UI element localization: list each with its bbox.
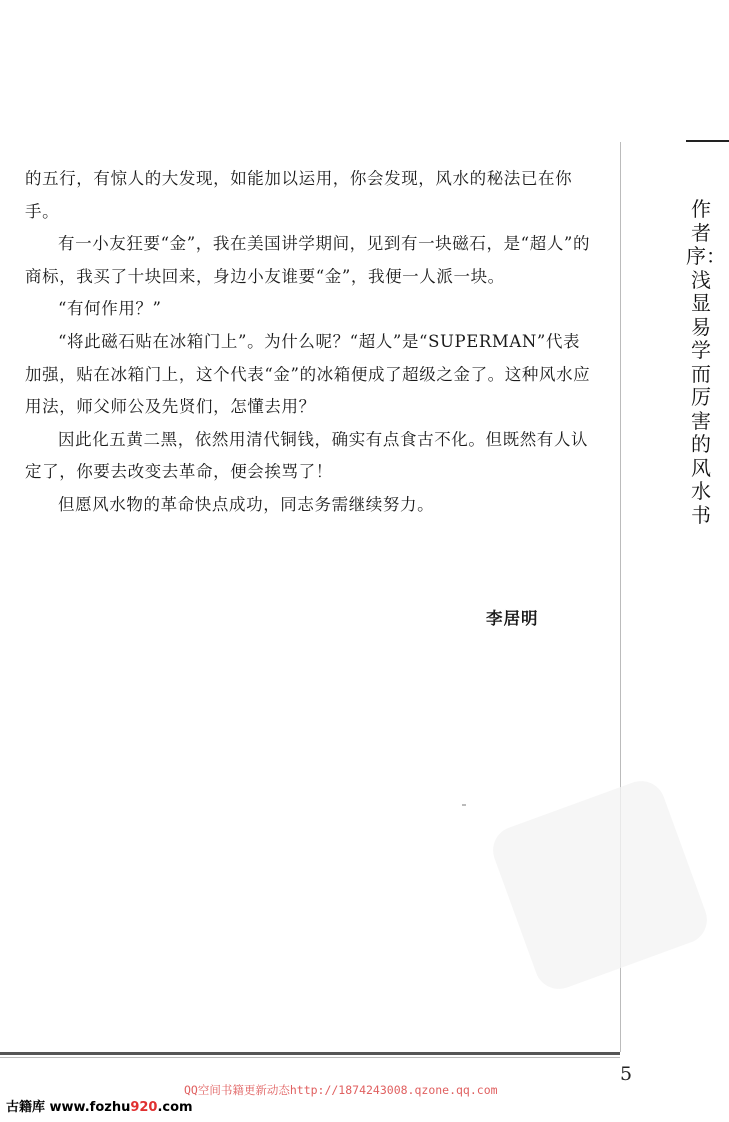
paragraph-5: 因此化五黄二黑，依然用清代铜钱，确实有点食古不化。但既然有人认定了，你要去改变去革命，便会挨骂了！ [25,429,589,482]
sidebar-top-rule [686,140,729,142]
author-signature: 李居明 [486,609,539,628]
paragraph-4: “将此磁石贴在冰箱门上”。为什么呢？“超人”是“SUPERMAN”代表加强，贴在冰箱门上，这个代表“金”的冰箱便成了超级之金了。这种风水应用法，师父师公及先贤们，怎懂去用？ [25,331,591,417]
watermark-stamp [486,774,713,995]
footer-site-prefix: 古籍库 www.fozhu [6,1100,131,1115]
ink-speck [462,804,466,806]
paragraph-1: 的五行，有惊人的大发现，如能加以运用，你会发现，风水的秘法已在你手。 [25,169,573,221]
footer-rule [0,1052,620,1055]
paragraph-3: “有何作用？” [58,299,162,319]
footer-rule-thin [0,1057,620,1058]
chapter-title-vertical: 作者序：浅显易学而厉害的风水书 [686,197,726,527]
body-text [25,163,597,522]
page-number: 5 [620,1063,633,1085]
paragraph-6: 但愿风水物的革命快点成功，同志务需继续努力。 [58,494,435,514]
footer-site-suffix: .com [157,1100,193,1115]
footer-site-link[interactable] [6,1096,193,1115]
footer-site-accent: 920 [130,1100,158,1115]
paragraph-2: 有一小友狂要“金”，我在美国讲学期间，见到有一块磁石，是“超人”的商标，我买了十块回来，身边小友谁要“金”，我便一人派一块。 [25,234,591,286]
footer-qq-link[interactable]: QQ空间书籍更新动态http://1874243008.qzone.qq.com [184,1083,498,1097]
